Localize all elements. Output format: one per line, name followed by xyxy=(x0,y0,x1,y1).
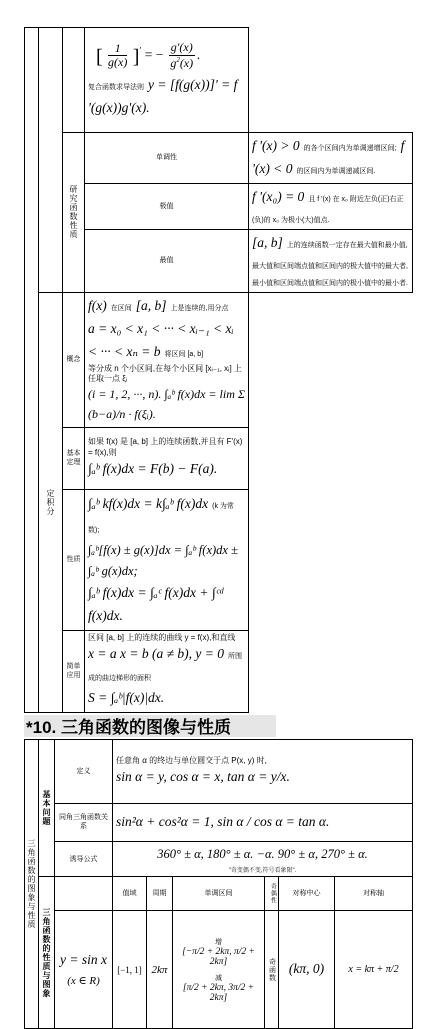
sin-parity: 奇函数 xyxy=(265,911,279,1029)
induction-note: "奇变偶不变,符号看象限". xyxy=(228,868,297,875)
maximum-formula: [a, b] xyxy=(252,234,283,250)
derivative-integral-table xyxy=(24,27,413,713)
definition-formula: sin α = y, cos α = x, tan α = y/x. xyxy=(116,768,290,784)
monotonic-cond-a: f '(x) > 0 xyxy=(252,138,300,153)
property-cell xyxy=(85,489,249,630)
application-text-2: 所围成的曲边梯形的面积 xyxy=(88,653,242,683)
property-formula-2: ∫ₐᵇ[f(x) ± g(x)]dx = ∫ₐᵇ f(x)dx ± ∫ₐᵇ g(x)dx; xyxy=(88,542,238,578)
induction-cell xyxy=(113,841,413,876)
monotonic-label: 单调性 xyxy=(85,133,249,184)
application-text-1: 区间 [a, b] 上的连续的曲线 y = f(x),和直线 xyxy=(88,632,236,642)
sin-monotonic-cell xyxy=(173,911,265,1029)
sin-period: 2kπ xyxy=(147,911,173,1029)
sin-func: y = sin x xyxy=(60,951,107,967)
trig-side-label: 三角函数的图象与性质 xyxy=(25,739,39,1028)
induction-label: 诱导公式 xyxy=(55,841,113,876)
monotonic-cond-b: f '(x) < 0 xyxy=(252,138,405,176)
sin-axis: x = kπ + π/2 xyxy=(335,911,413,1029)
header-axis: 对称轴 xyxy=(335,877,413,911)
relation-label: 同角三角函数关系 xyxy=(55,803,113,841)
blank-label-cell xyxy=(63,28,85,133)
concept-partition-word: 将区间 [a, b] xyxy=(164,350,204,358)
props-label: 三角函数的性质与图象 xyxy=(39,877,55,1029)
header-range: 值域 xyxy=(113,877,147,911)
reciprocal-derivative-cell: [ $\frac{1}{g(x)}$ ]′ = − $\frac{g'(x)}{g^2(x)}$ . 复合函数求导法则 y = [f(g(x))]' = f '(g(x))g'(x). xyxy=(85,28,249,133)
concept-ab: [a, b] xyxy=(135,297,167,313)
section-title: *10. 三角函数的图像与性质 xyxy=(24,715,276,737)
monotonic-desc-a: 的各个区间内为单调递增区间; xyxy=(303,145,397,152)
application-label: 简单应用 xyxy=(63,630,85,712)
sin-dec-label: 减 xyxy=(215,974,222,982)
extreme-label: 极值 xyxy=(85,183,249,229)
header-center: 对称中心 xyxy=(279,877,335,911)
property-formula-1: ∫ₐᵇ kf(x)dx = k∫ₐᵇ f(x)dx xyxy=(88,495,209,511)
application-cell xyxy=(85,630,249,712)
header-monotonic: 单调区间 xyxy=(173,877,265,911)
left-margin-cell xyxy=(25,28,39,713)
composite-rule-label: 复合函数求导法则 xyxy=(88,84,144,92)
concept-cell xyxy=(85,292,249,427)
header-period: 周期 xyxy=(147,877,173,911)
sin-domain: (x ∈ R) xyxy=(67,974,100,987)
concept-interval-word: 在区间 xyxy=(110,304,132,312)
sin-range: [−1, 1] xyxy=(113,911,147,1029)
basic-problem-label: 基本问题 xyxy=(39,739,55,876)
research-function-label: 研究函数性质 xyxy=(63,133,85,293)
definition-text: 任意角 α 的终边与单位圆交于点 P(x, y) 时, xyxy=(116,755,267,765)
application-area: S = ∫ₐᵇ|f(x)|dx. xyxy=(88,690,165,706)
left-empty-cell xyxy=(39,28,63,293)
monotonic-desc-b: 的区间内为单调递减区间. xyxy=(296,167,376,175)
definition-cell xyxy=(113,739,413,803)
relation-formula: sin²α + cos²α = 1, sin α / cos α = tan α. xyxy=(113,803,413,841)
concept-partition: a = x₀ < x₁ < ··· < xᵢ₋₁ < xᵢ < ··· < xₙ = b xyxy=(88,320,234,359)
concept-subinterval: 等分成 n 个小区间,在每个小区间 [xᵢ₋₁, xᵢ] 上任取一点 ξᵢ xyxy=(88,363,242,383)
theorem-cell xyxy=(85,427,249,489)
maximum-cell xyxy=(249,229,413,292)
sin-inc-label: 增 xyxy=(215,938,222,946)
theorem-text: 如果 f(x) 是 [a, b] 上的连续函数,并且有 F'(x) = f(x),则 xyxy=(88,436,243,457)
maximum-desc: 上的连续函数一定存在最大值和最小值,最大值和区间端点值和区间内的极大值中的最大者,最小值和区间端点值和区间内的极小值中的最小者. xyxy=(252,241,408,288)
composite-rule-formula: y = [f(g(x))]' = f '(g(x))g'(x). xyxy=(88,77,238,115)
header-parity: 奇偶性 xyxy=(265,877,279,911)
property-label: 性质 xyxy=(63,489,85,630)
theorem-label: 基本定理 xyxy=(63,427,85,489)
property-formula-3: ∫ₐᵇ f(x)dx = ∫ₐᶜ f(x)dx + ∫ᶜᵈ f(x)dx. xyxy=(88,585,224,623)
integral-label: 定积分 xyxy=(39,292,63,712)
monotonic-cell xyxy=(249,133,413,184)
property-note-1: (k 为常数); xyxy=(88,502,234,534)
sin-inc: [−π/2 + 2kπ, π/2 + 2kπ] xyxy=(182,946,255,967)
maximum-label: 最值 xyxy=(85,229,249,292)
induction-formula: 360° ± α, 180° ± α. −α. 90° ± α, 270° ± α. xyxy=(157,846,368,861)
blank-header-cell xyxy=(55,877,113,911)
extreme-formula: f '(x₀) = 0 xyxy=(252,188,305,204)
concept-continuous: 上是连续的,用分点 xyxy=(170,304,229,312)
sin-center: (kπ, 0) xyxy=(279,911,335,1029)
trig-table xyxy=(24,739,413,1029)
concept-fx: f(x) xyxy=(88,297,107,313)
application-lines: x = a x = b (a ≠ b), y = 0 xyxy=(88,646,224,662)
extreme-desc: 且 f '(x) 在 x₀ 附近左负(正)右正(负)的 x₀ 为极小(大)值点. xyxy=(252,195,404,224)
concept-definition: (i = 1, 2, ···, n). ∫ₐᵇ f(x)dx = lim Σ (b−a)/n · f(ξᵢ). xyxy=(88,386,245,422)
sin-func-cell xyxy=(55,911,113,1029)
definition-label: 定义 xyxy=(55,739,113,803)
theorem-formula: ∫ₐᵇ f(x)dx = F(b) − F(a). xyxy=(88,460,218,476)
sin-dec: [π/2 + 2kπ, 3π/2 + 2kπ] xyxy=(182,982,255,1003)
concept-label: 概念 xyxy=(63,292,85,427)
extreme-cell xyxy=(249,183,413,229)
